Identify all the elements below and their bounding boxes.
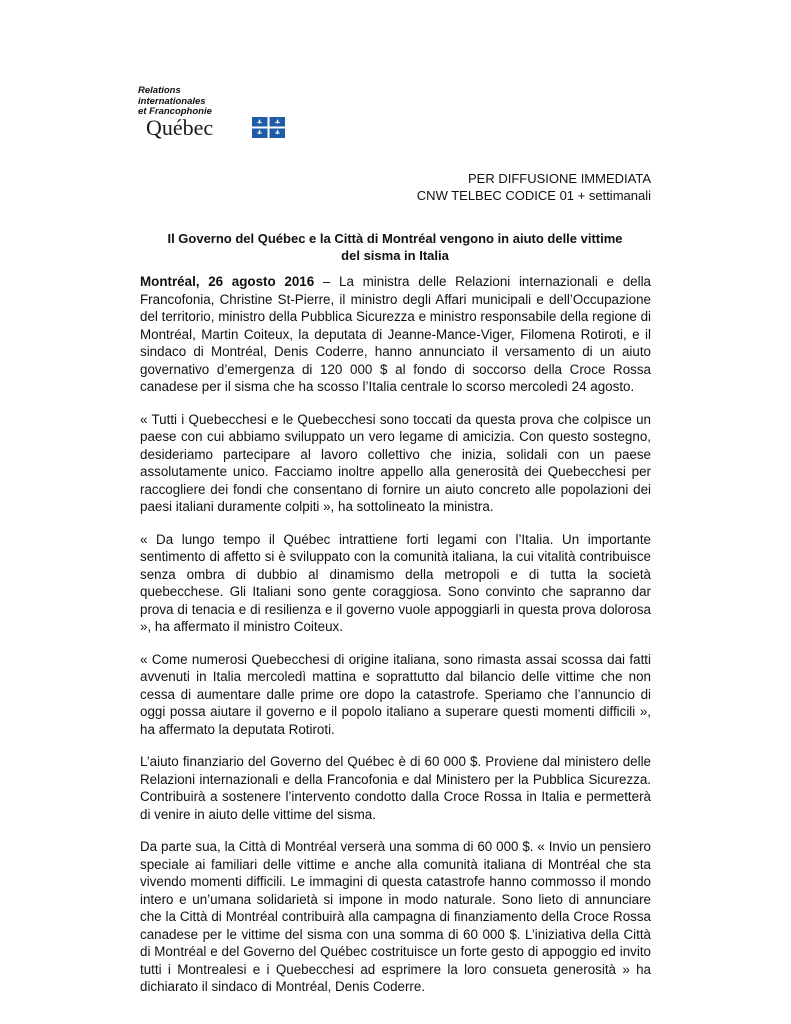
paragraph-5: L’aiuto finanziario del Governo del Québec è di 60 000 $. Proviene dal ministero delle Relazioni internazionali e della Francofonia e dal Ministero per la Pubblica Sicurezza. Contribuirà a sostenere l’intervento condotto dalla Croce Rossa in Italia e permetterà di venire in aiuto delle vittime del sisma. [140,754,651,822]
logo-line-2: internationales [138,95,206,107]
logo-line-3: et Francophonie [138,106,212,117]
headline-line-2: del sisma in Italia [341,248,449,263]
paragraph-4: « Come numerosi Quebecchesi di origine italiana, sono rimasta assai scossa dai fatti avvenuti in Italia mercoledì mattina e soprattutto dal bilancio delle vittime che non cessa di aumentare dalle prime ore dopo la catastrofe. Speriamo che l’annuncio di oggi possa aiutare il governo e il popolo italiano a superare questi momenti difficili », ha affermato la deputata Rotiroti. [140,651,651,737]
paragraph-1-text: – La ministra delle Relazioni internazionali e della Francofonia, Christine St-Pierre, il ministro degli Affari municipali e dell’Occupazione del territorio, ministro della Pubblica Sicurezza e ministro responsabile della regione di Montréal, Martin Coiteux, la deputata di Jeanne-Mance-Viger, Filomena Rotiroti, e il sindaco di Montréal, Denis Coderre, hanno annunciato il versamento di un aiuto governativo d’emergenza di 120 000 $ al fondo di soccorso della Croce Rossa canadese per il sisma che ha scosso l’Italia centrale lo scorso mercoledì 24 agosto. [140,274,651,394]
paragraph-3: « Da lungo tempo il Québec intrattiene forti legami con l’Italia. Un importante sentimento di affetto si è sviluppato con la comunità italiana, la cui vitalità contribuisce senza ombra di dubbio al dinamismo della metropoli e di tutta la società quebecchese. Gli Italiani sono gente coraggiosa. Sono convinto che sapranno dar prova di tenacia e di resilienza e il governo vuole appoggiarli in questa prova dolorosa », ha affermato il ministro Coiteux. [140,531,651,634]
logo-line-1: Relations [138,85,181,96]
release-info [417,170,651,204]
release-code: CNW TELBEC CODICE 01 + settimanali [416,188,651,203]
paragraph-6: Da parte sua, la Città di Montréal verserà una somma di 60 000 $. « Invio un pensiero speciale ai familiari delle vittime e anche alla comunità italiana di Montréal che sta vivendo momenti difficili. Le immagini di questa catastrofe hanno commosso il mondo intero e un’umana solidarietà si impone in modo naturale. Sono lieto di annunciare che la Città di Montréal contribuirà alla campagna di finanziamento della Croce Rossa canadese per le vittime del sisma con una somma di 60 000 $. L’iniziativa della Città di Montréal e del Governo del Québec costrituisce un forte gesto di appoggio ed invito tutti i Montrealesi e i Quebecchesi ad esprimere la loro consueta generosità » ha dichiarato il sindaco di Montréal, Denis Coderre. [140,839,651,994]
headline-line-1: Il Governo del Québec e la Città di Montréal vengono in aiuto delle vittime [167,231,623,246]
headline [140,230,650,264]
article-body [140,273,651,1011]
paragraph-1 [140,273,651,396]
logo-wordmark: Québec [146,115,214,140]
paragraph-2: « Tutti i Quebecchesi e le Quebecchesi sono toccati da questa prova che colpisce un paese con cui abbiamo sviluppato un vero legame di amicizia. Con questo sostegno, desideriamo partecipare al lavoro collettivo che inizia, solidali con un paese assolutamente unico. Facciamo inoltre appello alla generosità dei Quebecchesi per raccogliere dei fondi che consentano di fornire un aiuto concreto alle popolazioni dei paesi italiani duramente colpiti », ha sottolineato la ministra. [140,411,651,514]
release-immediate: PER DIFFUSIONE IMMEDIATA [468,171,651,186]
quebec-logo [138,86,298,142]
fleur-de-lis-icon [252,117,285,138]
dateline: Montréal, 26 agosto 2016 [140,274,315,289]
